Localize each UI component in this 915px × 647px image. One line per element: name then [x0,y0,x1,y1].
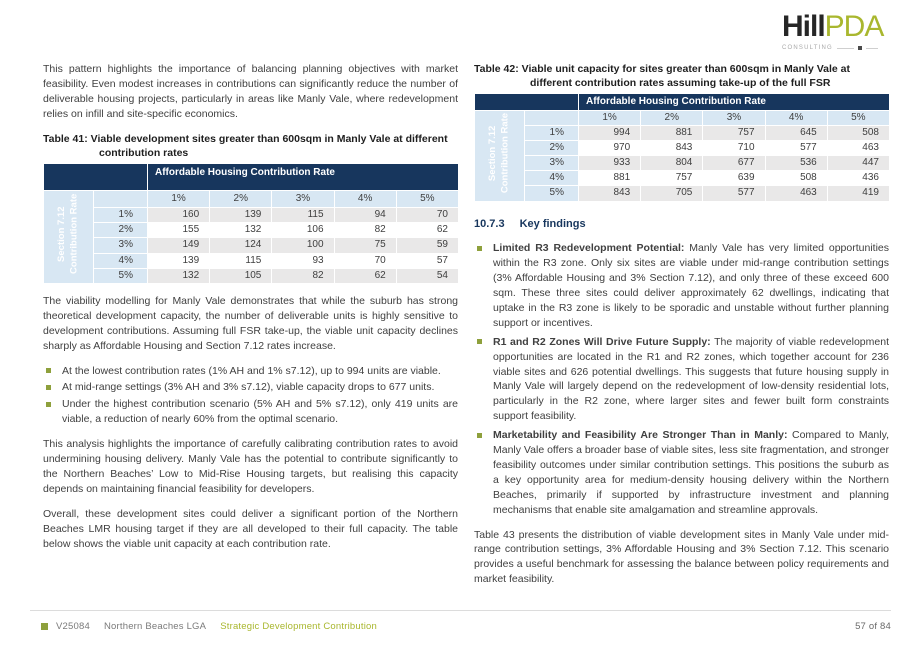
table-cell: 82 [334,223,396,238]
row-axis-cell [44,190,94,283]
column-header: 4% [334,190,396,207]
column-header: 2% [210,190,272,207]
table-cell: 75 [334,238,396,253]
logo-tagline [782,44,878,53]
table-cell: 132 [210,223,272,238]
table-cell: 677 [703,156,765,171]
table-cell: 106 [272,223,334,238]
table-cell: 149 [148,238,210,253]
logo-tagline-rule-end [866,48,878,49]
table-cell: 82 [272,268,334,283]
table41-caption: Table 41: Viable development sites greater than 600sqm in Manly Vale at different contribution rates [43,132,448,159]
row-label: 2% [525,140,579,155]
footer-report-title: Strategic Development Contribution [220,620,377,632]
logo-pda-text: PDA [824,10,884,43]
table-cell: 577 [765,140,827,155]
column-header: 5% [396,190,458,207]
footer-project-code: V25084 [56,620,90,632]
column-header: 3% [272,190,334,207]
contribution-matrix-table [474,93,890,201]
table-cell: 705 [641,186,703,201]
affordable-housing-header: Affordable Housing Contribution Rate [148,163,459,190]
row-label: 3% [525,156,579,171]
table-cell: 757 [703,125,765,140]
logo-tagline-dot [858,46,862,50]
paragraph-viability-modelling: The viability modelling for Manly Vale demonstrates that while the suburb has strong theoretical development capacity, the number of deliverable units is highly sensitive to development contributions. Assuming full FSR take-up, the viable unit capacity declines sharply as Affordable Housing and Section 7.12 rates increase. [43,294,458,352]
contribution-matrix-table [43,163,459,284]
column-header: 2% [641,110,703,125]
finding-lead: R1 and R2 Zones Will Drive Future Supply: [493,335,711,348]
table-cell: 804 [641,156,703,171]
table-corner-cell [475,94,579,110]
table-row [44,253,459,268]
table-row [475,156,890,171]
finding-lead: Marketability and Feasibility Are Stronger Than in Manly: [493,429,788,442]
table-cell: 577 [703,186,765,201]
bullet-highest-rates: Under the highest contribution scenario (5% AH and 5% s7.12), only 419 units are viable, a reduction of nearly 60% from the optimal scenario. [43,397,458,427]
row-label: 3% [94,238,148,253]
table-cell: 463 [827,140,889,155]
section-title: Key findings [519,217,586,230]
table-row [475,140,890,155]
table-cell: 139 [148,253,210,268]
table-cell: 843 [641,140,703,155]
paragraph-calibrating-rates: This analysis highlights the importance of carefully calibrating contribution rates to avoid undermining housing delivery. Manly Vale has the potential to contribute significantly to the Northern Beaches’ Low to Mid-Rise Housing targets, but realising this capacity depends on maintaining financial feasibility for developers. [43,438,458,495]
row-label: 5% [525,186,579,201]
finding-text: The majority of viable redevelopment opportunities are located in the R1 and R2 zones, which together account for 236 viable sites and 626 potential dwellings. This suggests that future housing supply in Manly Vale will largely depend on the redevelopment of low-density residential lots, particularly in the R2 zone, where larger sites and fewer built form constraints support feasibility. [493,335,889,423]
page-footer [30,610,891,633]
table-cell: 881 [641,125,703,140]
table-cell: 508 [765,171,827,186]
table-cell: 710 [703,140,765,155]
row-axis-title: Section 7.12 Contribution Rate [486,112,510,194]
footer-row [30,620,891,633]
table-cell: 933 [579,156,641,171]
table-cell: 139 [210,207,272,222]
table-cell: 994 [579,125,641,140]
table-row [44,268,459,283]
column-header-spacer [525,110,579,125]
footer-square-icon [41,623,48,630]
column-header: 5% [827,110,889,125]
row-label: 1% [525,125,579,140]
table-cell: 843 [579,186,641,201]
table-cell: 155 [148,223,210,238]
table-cell: 639 [703,171,765,186]
table-cell: 62 [396,223,458,238]
section-number: 10.7.3 [474,217,505,230]
bullet-midrange-rates: At mid-range settings (3% AH and 3% s7.12), viable capacity drops to 677 units. [43,380,458,395]
table-cell: 536 [765,156,827,171]
paragraph-table43-preview: Table 43 presents the distribution of viable development sites in Manly Vale under mid-range contribution settings, 3% Affordable Housing and 3% Section 7.12. This scenario provides a useful benchmark for assessing the balance between policy requirements and market feasibility. [474,528,889,586]
table42-unit-capacity [474,93,889,201]
table-cell: 436 [827,171,889,186]
table-cell: 70 [334,253,396,268]
right-column [474,62,889,597]
table-cell: 70 [396,207,458,222]
table-row [44,207,459,222]
table-row [475,171,890,186]
table-cell: 970 [579,140,641,155]
row-axis-title: Section 7.12 Contribution Rate [55,194,79,275]
table-row [475,125,890,140]
section-heading-key-findings [474,217,889,233]
hillpda-logo [782,10,884,53]
table-cell: 645 [765,125,827,140]
table-cell: 54 [396,268,458,283]
column-header: 1% [148,190,210,207]
table-cell: 93 [272,253,334,268]
table-cell: 508 [827,125,889,140]
table-cell: 124 [210,238,272,253]
logo-wordmark [782,10,884,43]
table-row [44,238,459,253]
affordable-housing-header: Affordable Housing Contribution Rate [579,94,890,110]
table-cell: 115 [210,253,272,268]
row-axis-cell [475,110,525,201]
table42-caption: Table 42: Viable unit capacity for sites greater than 600sqm in Manly Vale at different contribution rates assuming take-up of the full FSR [474,63,851,90]
logo-consulting-text: CONSULTING [782,45,833,51]
bullet-lowest-rates: At the lowest contribution rates (1% AH and 1% s7.12), up to 994 units are viable. [43,364,458,379]
table-cell: 115 [272,207,334,222]
table-cell: 160 [148,207,210,222]
table-cell: 57 [396,253,458,268]
logo-tagline-rule [837,48,854,49]
table-corner-cell [44,163,148,190]
table-cell: 447 [827,156,889,171]
table-cell: 463 [765,186,827,201]
row-label: 2% [94,223,148,238]
finding-r1-r2-supply [474,335,889,424]
column-header: 4% [765,110,827,125]
table-cell: 105 [210,268,272,283]
left-column [43,62,458,597]
column-header: 3% [703,110,765,125]
finding-lead: Limited R3 Redevelopment Potential: [493,242,685,255]
table-cell: 62 [334,268,396,283]
paragraph-overall-delivery: Overall, these development sites could deliver a significant portion of the Northern Beaches LMR housing target if they are all developed to their full capacity. The table below shows the viable unit capacity at each contribution rate. [43,507,458,550]
logo-hill-text: Hill [782,10,825,43]
finding-text: Manly Vale has very limited opportunities within the R3 zone. Only six sites are viable under mid-range contribution settings (3% Affordable Housing and 3% Section 7.12), and only three of these exceed 600 sqm. These three sites could deliver approximately 62 dwellings, indicating that uptake in the R3 zone is likely to be sporadic and unstable without further planning support or incentives. [493,242,889,329]
finding-marketability [474,428,889,517]
table-cell: 59 [396,238,458,253]
contribution-bullet-list [43,364,458,428]
row-label: 4% [525,171,579,186]
table-cell: 419 [827,186,889,201]
row-label: 1% [94,207,148,222]
table-cell: 757 [641,171,703,186]
table-cell: 881 [579,171,641,186]
table-row [475,186,890,201]
table41-viable-sites [43,163,458,284]
two-column-body [43,62,889,597]
paragraph-market-feasibility: This pattern highlights the importance of balancing planning objectives with market feasibility. Even modest increases in contributions can significantly reduce the number of deliverable housing projects, particularly in areas like Manly Vale, where redevelopment relies on infill and site-specific economics. [43,63,458,120]
footer-client-name: Northern Beaches LGA [103,620,207,632]
table-row [44,223,459,238]
column-header: 1% [579,110,641,125]
key-findings-list [474,241,889,517]
finding-r3-potential [474,241,889,330]
row-label: 5% [94,268,148,283]
footer-page-number: 57 of 84 [855,620,891,632]
finding-text: Compared to Manly, Manly Vale offers a broader base of viable sites, less site fragmentation, and stronger feasibility outcomes under similar contribution settings. This positions the suburb as a key opportunity area for medium-density housing delivery within the Northern Beaches, primarily if supported by infrastructure investment and planning mechanisms that enable site amalgamation and streamline approvals. [493,429,889,516]
table-cell: 94 [334,207,396,222]
table-cell: 100 [272,238,334,253]
table-cell: 132 [148,268,210,283]
row-label: 4% [94,253,148,268]
column-header-spacer [94,190,148,207]
